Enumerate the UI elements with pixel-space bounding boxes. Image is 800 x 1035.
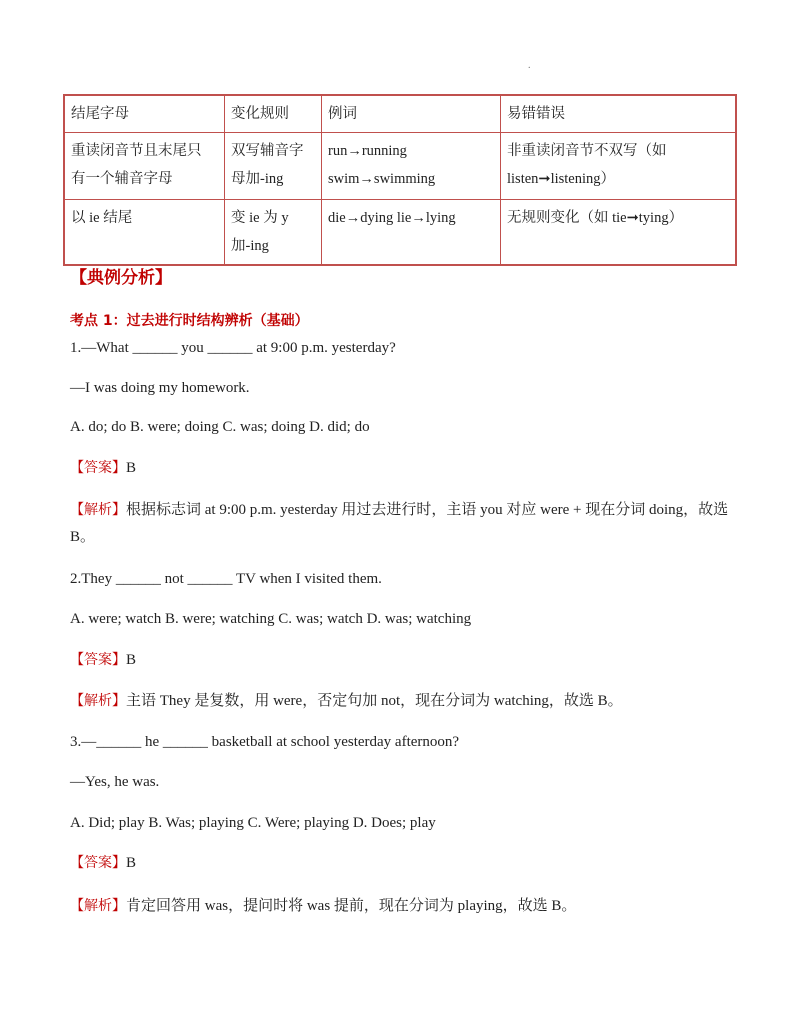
cell-line: 以 ie 结尾	[71, 210, 133, 226]
cell-line: die→dying lie→lying	[328, 210, 456, 226]
kaodian-title: 考点 1：过去进行时结构辨析（基础）	[70, 313, 309, 329]
question-3-options: A. Did; play B. Was; playing C. Were; playing D. Does; play	[70, 815, 436, 831]
analysis-tag: 【解析】	[70, 693, 126, 709]
header-example: 例词	[322, 95, 501, 133]
table-header-row	[64, 95, 736, 133]
cell-line: swim→swimming	[328, 171, 436, 187]
cell-line: listen➞listening）	[507, 171, 616, 187]
answer-value: B	[126, 855, 137, 871]
analysis-tag: 【解析】	[70, 502, 126, 518]
question-1-reply: —I was doing my homework.	[70, 380, 250, 396]
cell-line: 非重读闭音节不双写（如	[507, 143, 667, 159]
analysis-text: 根据标志词 at 9:00 p.m. yesterday 用过去进行时，主语 you 对应 were + 现在分词 doing，故选 B。	[70, 502, 729, 545]
page-mark: .	[528, 60, 531, 71]
cell-rule	[225, 200, 322, 266]
analysis-text: 主语 They 是复数，用 were，否定句加 not，现在分词为 watching，故选 B。	[126, 693, 623, 709]
section-title: 【典例分析】	[70, 268, 172, 288]
answer-tag: 【答案】	[70, 460, 126, 476]
ing-rules-table	[63, 94, 737, 266]
cell-line: 无规则变化（如 tie➞tying）	[507, 210, 684, 226]
cell-line: 重读闭音节且末尾只	[71, 143, 202, 159]
header-rule: 变化规则	[225, 95, 322, 133]
question-2: 2.They ______ not ______ TV when I visited them.	[70, 571, 382, 587]
cell-ending	[64, 133, 225, 200]
cell-rule	[225, 133, 322, 200]
question-1: 1.—What ______ you ______ at 9:00 p.m. yesterday?	[70, 340, 396, 356]
cell-mistake	[501, 133, 737, 200]
question-3-answer	[70, 850, 730, 877]
question-1-options: A. do; do B. were; doing C. was; doing D. did; do	[70, 419, 370, 435]
cell-line: 有一个辅音字母	[71, 171, 173, 187]
cell-line: 变 ie 为 y	[231, 210, 289, 226]
answer-value: B	[126, 652, 137, 668]
table-row	[64, 200, 736, 266]
question-3-reply: —Yes, he was.	[70, 774, 160, 790]
question-1-answer	[70, 455, 730, 482]
cell-mistake	[501, 200, 737, 266]
question-2-options: A. were; watch B. were; watching C. was; watch D. was; watching	[70, 611, 472, 627]
answer-tag: 【答案】	[70, 855, 126, 871]
analysis-text: 肯定回答用 was，提问时将 was 提前，现在分词为 playing，故选 B。	[126, 898, 577, 914]
cell-example	[322, 133, 501, 200]
answer-tag: 【答案】	[70, 652, 126, 668]
question-2-answer	[70, 647, 730, 674]
cell-example	[322, 200, 501, 266]
cell-line: run→running	[328, 143, 407, 159]
header-mistake: 易错错误	[501, 95, 737, 133]
cell-line: 加-ing	[231, 238, 269, 254]
question-1-analysis	[70, 497, 730, 551]
answer-value: B	[126, 460, 137, 476]
cell-ending	[64, 200, 225, 266]
question-3: 3.—______ he ______ basketball at school yesterday afternoon?	[70, 734, 460, 750]
table-row	[64, 133, 736, 200]
cell-line: 双写辅音字	[231, 143, 304, 159]
question-3-analysis	[70, 893, 730, 920]
analysis-tag: 【解析】	[70, 898, 126, 914]
cell-line: 母加-ing	[231, 171, 284, 187]
header-ending: 结尾字母	[64, 95, 225, 133]
question-2-analysis	[70, 688, 730, 715]
